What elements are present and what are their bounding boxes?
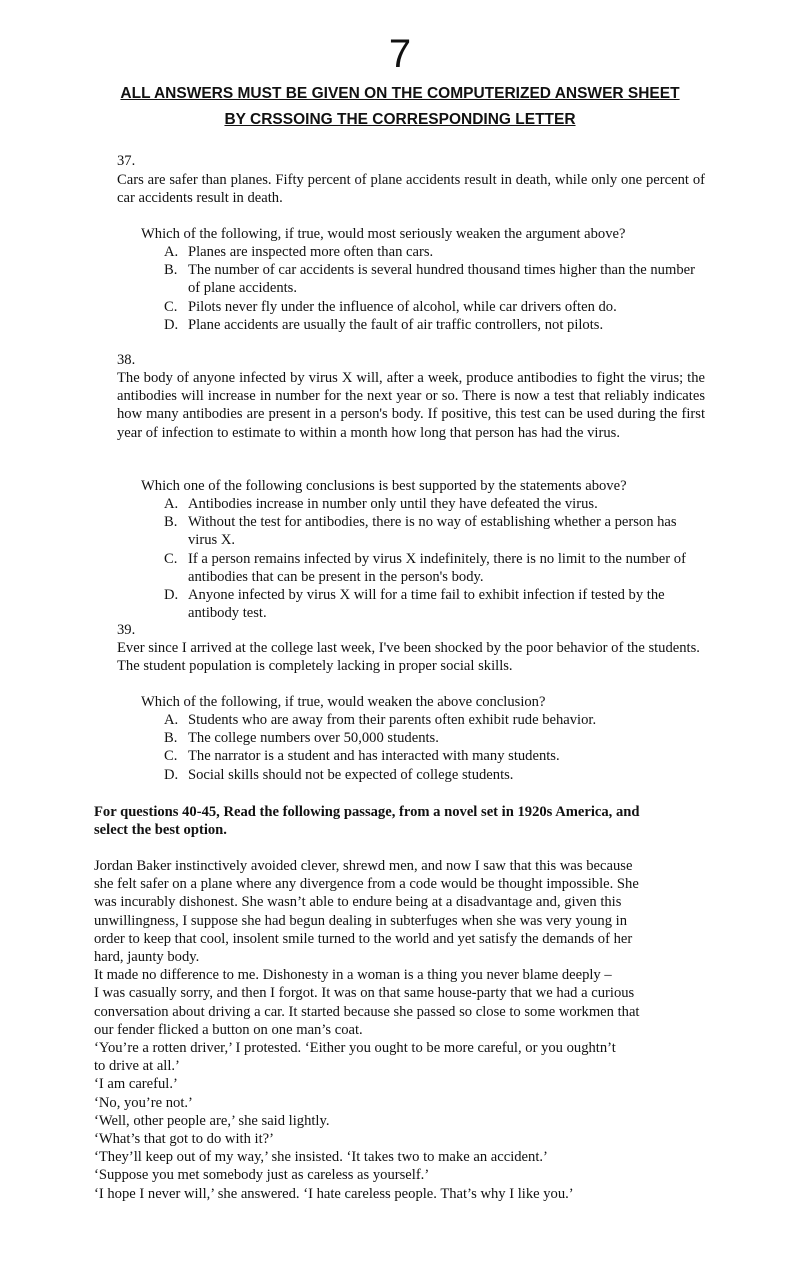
passage-line: order to keep that cool, insolent smile turned to the world and yet satisfy the demands of her [94, 930, 633, 947]
option-38-c [164, 550, 709, 586]
passage-line: our fender flicked a button on one man’s coat. [94, 1021, 363, 1038]
option-letter: B. [164, 730, 178, 747]
passage-line: ‘I hope I never will,’ she answered. ‘I hate careless people. That’s why I like you.’ [94, 1185, 574, 1202]
option-39-d [164, 766, 709, 784]
passage-line: to drive at all.’ [94, 1058, 180, 1075]
page-number: 7 [388, 32, 412, 76]
option-letter: C. [164, 748, 178, 765]
option-37-c [164, 298, 709, 316]
question-37-stem: Which of the following, if true, would most seriously weaken the argument above? [141, 226, 626, 242]
header-line-2: BY CRSSOING THE CORRESPONDING LETTER [224, 111, 576, 128]
passage-line: ‘Well, other people are,’ she said lightly. [94, 1112, 330, 1129]
passage-line: ‘You’re a rotten driver,’ I protested. ‘Either you ought to be more careful, or you oughtn’t [94, 1040, 616, 1057]
option-letter: B. [164, 514, 178, 531]
section-instruction [94, 803, 734, 839]
option-letter: A. [164, 712, 179, 728]
section-instruction-line-1: For questions 40-45, Read the following passage, from a novel set in 1920s America, and [94, 804, 640, 820]
question-39-number: 39. [117, 622, 136, 638]
question-39-argument: Ever since I arrived at the college last week, I've been shocked by the poor behavior of the students. The student population is completely lacking in proper social skills. [117, 640, 700, 675]
option-text: Antibodies increase in number only until they have defeated the virus. [188, 496, 598, 512]
option-37-b [164, 261, 709, 297]
option-37-a [164, 243, 709, 261]
question-37-number: 37. [117, 153, 136, 169]
option-letter: C. [164, 550, 178, 567]
passage-line: ‘They’ll keep out of my way,’ she insisted. ‘It takes two to make an accident.’ [94, 1149, 548, 1166]
option-letter: B. [164, 262, 178, 279]
option-text: Students who are away from their parents often exhibit rude behavior. [188, 712, 597, 728]
question-37-argument: Cars are safer than planes. Fifty percent of plane accidents result in death, while only one percent of car accidents result in death. [117, 172, 705, 207]
question-38-number: 38. [117, 352, 136, 368]
option-text: The number of car accidents is several hundred thousand times higher than the number of plane accidents. [188, 262, 695, 297]
passage-line: It made no difference to me. Dishonesty in a woman is a thing you never blame deeply – [94, 967, 612, 984]
option-letter: A. [164, 496, 179, 512]
option-39-b [164, 729, 709, 747]
question-37-options [164, 243, 709, 334]
option-text: Without the test for antibodies, there is no way of establishing whether a person has virus X. [188, 514, 677, 549]
option-37-d [164, 316, 709, 334]
passage-line: was incurably dishonest. She wasn’t able to endure being at a disadvantage and, given this [94, 894, 622, 911]
passage-line: she felt safer on a plane where any divergence from a code would be thought impossible. She [94, 876, 639, 893]
option-38-d [164, 586, 709, 622]
question-39-options [164, 711, 709, 784]
option-38-a [164, 495, 709, 513]
option-text: Anyone infected by virus X will for a time fail to exhibit infection if tested by the antibody test. [188, 587, 665, 622]
option-39-a [164, 711, 709, 729]
passage-line: unwillingness, I suppose she had begun dealing in subterfuges when she was very young in [94, 912, 627, 929]
reading-passage [94, 857, 714, 1203]
question-38-options [164, 495, 709, 622]
section-instruction-line-2: select the best option. [94, 822, 227, 839]
option-text: The college numbers over 50,000 students. [188, 730, 439, 747]
passage-line: conversation about driving a car. It started because she passed so close to some workmen that [94, 1003, 640, 1020]
option-text: Social skills should not be expected of college students. [188, 766, 514, 783]
option-text: The narrator is a student and has interacted with many students. [188, 748, 560, 765]
passage-line: ‘Suppose you met somebody just as careless as yourself.’ [94, 1167, 430, 1184]
option-text: Plane accidents are usually the fault of air traffic controllers, not pilots. [188, 316, 604, 333]
option-text: Pilots never fly under the influence of alcohol, while car drivers often do. [188, 298, 617, 315]
option-letter: D. [164, 766, 179, 783]
option-letter: C. [164, 298, 178, 315]
option-text: Planes are inspected more often than cars. [188, 244, 434, 260]
question-38-argument: The body of anyone infected by virus X will, after a week, produce antibodies to fight the virus; the antibodies will increase in number for the next year or so. There is now a test that reliably indicates how many antibodies are present in a person's body. If positive, this test can be used during the first year of infection to estimate to within a month how long that person has had the virus. [117, 370, 705, 441]
option-letter: D. [164, 316, 179, 333]
passage-line: I was casually sorry, and then I forgot. It was on that same house-party that we had a curious [94, 985, 635, 1002]
passage-line: hard, jaunty body. [94, 949, 200, 966]
passage-line: Jordan Baker instinctively avoided clever, shrewd men, and now I saw that this was because [94, 858, 633, 874]
option-letter: D. [164, 587, 179, 604]
option-39-c [164, 747, 709, 765]
option-text: If a person remains infected by virus X indefinitely, there is no limit to the number of antibodies that can be present in the person's body. [188, 550, 686, 585]
option-38-b [164, 513, 709, 549]
passage-line: ‘What’s that got to do with it?’ [94, 1131, 274, 1148]
question-38-stem: Which one of the following conclusions is best supported by the statements above? [141, 478, 627, 494]
question-39-stem: Which of the following, if true, would weaken the above conclusion? [141, 694, 546, 710]
passage-line: ‘No, you’re not.’ [94, 1094, 193, 1111]
header-line-1: ALL ANSWERS MUST BE GIVEN ON THE COMPUTERIZED ANSWER SHEET [120, 85, 680, 102]
option-letter: A. [164, 244, 179, 260]
passage-line: ‘I am careful.’ [94, 1076, 178, 1093]
